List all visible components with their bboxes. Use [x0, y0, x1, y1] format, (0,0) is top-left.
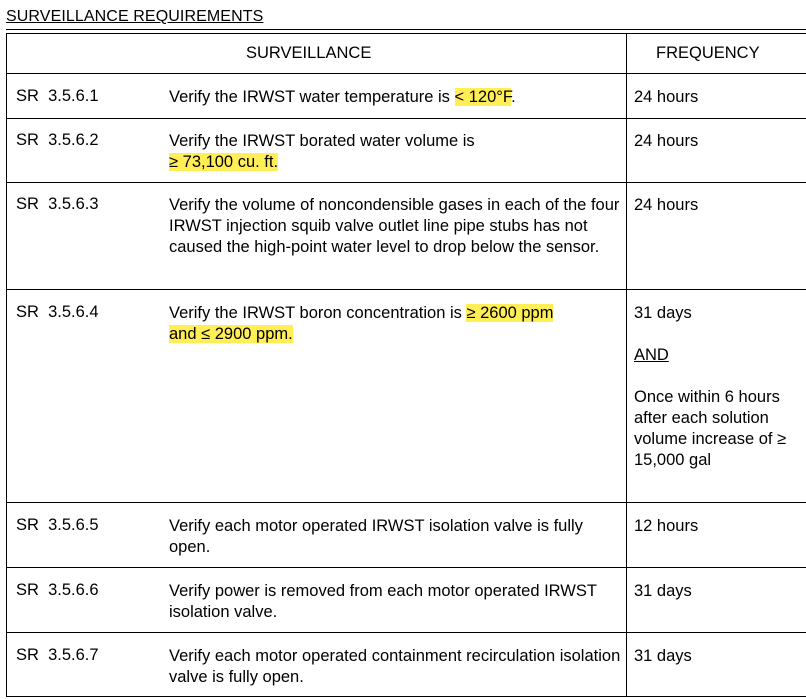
sr-number: SR 3.5.6.2 — [16, 131, 99, 149]
column-header-frequency: FREQUENCY — [656, 44, 760, 62]
column-header-surveillance: SURVEILLANCE — [246, 44, 372, 62]
section-title: SURVEILLANCE REQUIREMENTS — [6, 8, 264, 25]
surveillance-text: Verify the IRWST water temperature is < 120°F. — [169, 88, 516, 106]
frequency-text: 31 days — [634, 582, 692, 600]
highlighted-limit: ≥ 2600 ppm — [466, 304, 554, 322]
row-divider — [6, 567, 806, 568]
table-bottom-rule — [6, 696, 806, 697]
table-top-rule-2 — [6, 33, 806, 34]
frequency-text: 24 hours — [634, 88, 699, 106]
sr-number: SR 3.5.6.5 — [16, 516, 99, 534]
sr-number: SR 3.5.6.1 — [16, 87, 99, 105]
surveillance-text: Verify the IRWST borated water volume is ≥ 73,100 cu. ft. — [169, 132, 475, 171]
table-left-border — [6, 33, 7, 697]
sr-number: SR 3.5.6.7 — [16, 646, 99, 664]
surveillance-text: Verify each motor operated containment recirculation isolation valve is fully open. — [169, 647, 621, 686]
frequency-text: 24 hours — [634, 132, 699, 150]
column-divider — [626, 33, 627, 697]
frequency-text: 24 hours — [634, 196, 699, 214]
frequency-text: 31 days AND Once within 6 hours after each solution volume increase of ≥ 15,000 gal — [634, 303, 804, 471]
surveillance-text: Verify each motor operated IRWST isolation valve is fully open. — [169, 517, 583, 556]
row-divider — [6, 289, 806, 290]
row-divider — [6, 182, 806, 183]
surveillance-text: Verify the IRWST boron concentration is ≥ 2600 ppm and ≤ 2900 ppm. — [169, 304, 554, 343]
and-connector: AND — [634, 346, 669, 364]
row-divider — [6, 118, 806, 119]
frequency-text: 31 days — [634, 647, 692, 665]
sr-number: SR 3.5.6.6 — [16, 581, 99, 599]
surveillance-text: Verify the volume of noncondensible gases in each of the four IRWST injection squib valve outlet line pipe stubs has not caused the high-point water level to drop below the sensor. — [169, 196, 620, 256]
row-divider — [6, 632, 806, 633]
row-divider — [6, 502, 806, 503]
highlighted-limit: ≥ 73,100 cu. ft. — [169, 153, 279, 171]
header-bottom-rule — [6, 73, 806, 74]
frequency-text: 12 hours — [634, 517, 699, 535]
sr-number: SR 3.5.6.4 — [16, 303, 99, 321]
table-top-rule-1 — [6, 29, 806, 30]
sr-number: SR 3.5.6.3 — [16, 195, 99, 213]
highlighted-limit: and ≤ 2900 ppm. — [169, 325, 293, 343]
highlighted-limit: < 120°F — [454, 88, 512, 106]
surveillance-text: Verify power is removed from each motor operated IRWST isolation valve. — [169, 582, 597, 621]
